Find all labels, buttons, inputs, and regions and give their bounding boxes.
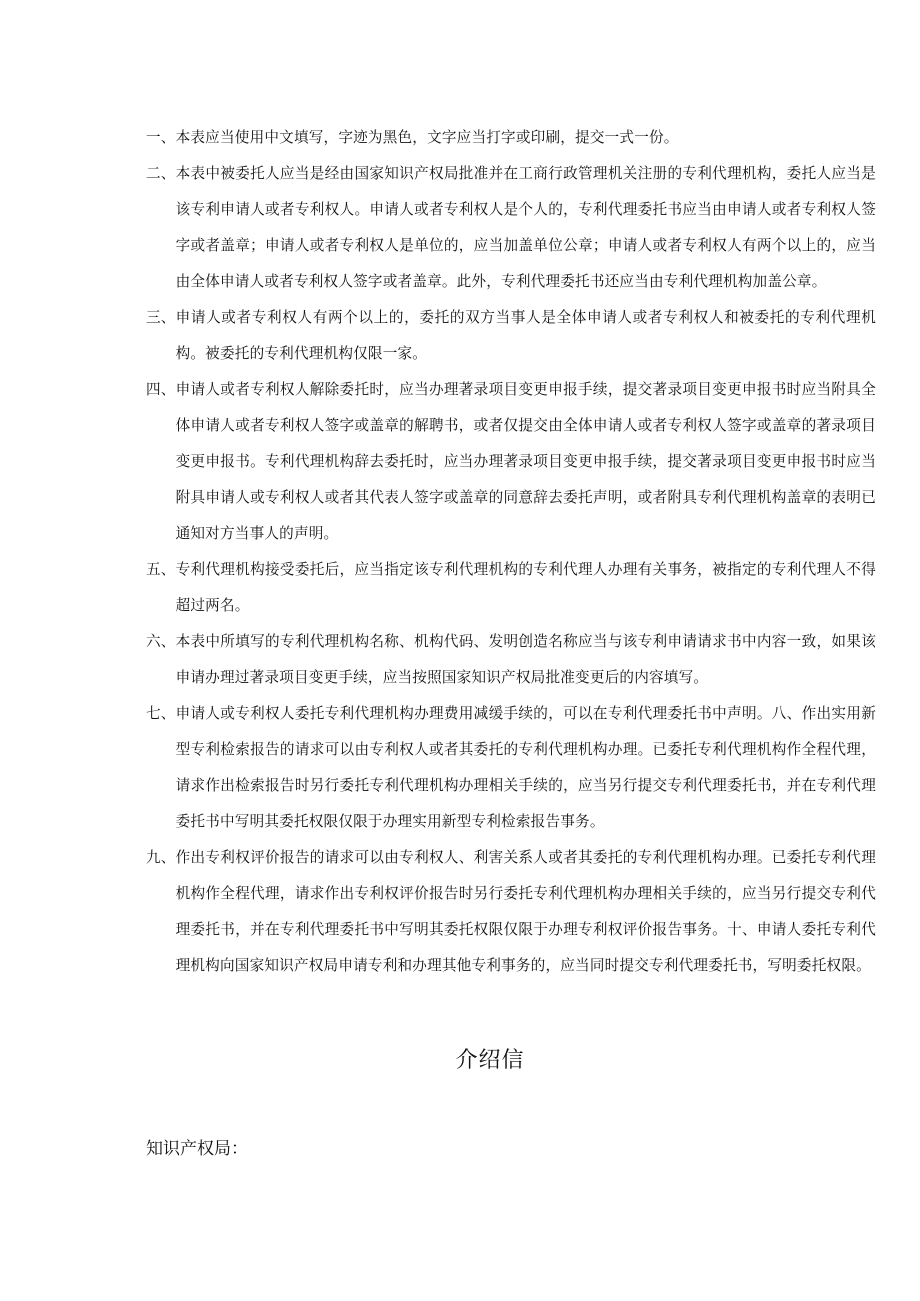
- instruction-item: [146, 372, 876, 552]
- instruction-number: 六、: [146, 633, 176, 650]
- instruction-item: [146, 552, 876, 624]
- letter-salutation: 知识产权局：: [146, 1139, 248, 1159]
- instruction-text: 专利代理机构接受委托后，应当指定该专利代理机构的专利代理人办理有关事务，被指定的专利代理人不得超过两名。: [175, 561, 876, 614]
- instruction-number: 七、: [146, 705, 176, 722]
- instruction-number: 九、: [146, 849, 176, 866]
- instruction-item: [146, 624, 876, 696]
- instruction-text: 作出专利权评价报告的请求可以由专利权人、利害关系人或者其委托的专利代理机构办理。已委托专利代理机构作全程代理，请求作出专利权评价报告时另行委托专利代理机构办理相关手续的，应当另行提交专利代理委托书，并在专利代理委托书中写明其委托权限仅限于办理专利权评价报告事务。十、申请人委托专利代理机构向国家知识产权局申请专利和办理其他专利事务的，应当同时提交专利代理委托书，写明委托权限。: [175, 849, 876, 974]
- instruction-text: 申请人或者专利权人解除委托时，应当办理著录项目变更申报手续，提交著录项目变更申报书时应当附具全体申请人或者专利权人签字或盖章的解聘书，或者仅提交由全体申请人或者专利权人签字或盖章的著录项目变更申报书。专利代理机构辞去委托时，应当办理著录项目变更申报手续，提交著录项目变更申报书时应当附具申请人或专利权人或者其代表人签字或盖章的同意辞去委托声明，或者附具专利代理机构盖章的表明已通知对方当事人的声明。: [175, 381, 876, 542]
- instruction-text: 本表应当使用中文填写，字迹为黑色，文字应当打字或印刷，提交一式一份。: [175, 129, 679, 146]
- instruction-item: [146, 300, 876, 372]
- instruction-text: 本表中被委托人应当是经由国家知识产权局批准并在工商行政管理机关注册的专利代理机构，委托人应当是该专利申请人或者专利权人。申请人或者专利权人是个人的，专利代理委托书应当由申请人或者专利权人签字或者盖章；申请人或者专利权人是单位的，应当加盖单位公章；申请人或者专利权人有两个以上的，应当由全体申请人或者专利权人签字或者盖章。此外，专利代理委托书还应当由专利代理机构加盖公章。: [175, 165, 876, 290]
- instruction-number: 四、: [146, 381, 176, 398]
- instruction-item: [146, 696, 876, 840]
- instruction-text: 本表中所填写的专利代理机构名称、机构代码、发明创造名称应当与该专利申请请求书中内容一致，如果该申请办理过著录项目变更手续，应当按照国家知识产权局批准变更后的内容填写。: [175, 633, 876, 686]
- instruction-number: 三、: [146, 309, 176, 326]
- letter-title: 介绍信: [455, 1048, 525, 1073]
- instruction-number: 一、: [146, 129, 176, 146]
- instruction-item: [146, 840, 876, 984]
- instruction-text: 申请人或者专利权人有两个以上的，委托的双方当事人是全体申请人或者专利权人和被委托的专利代理机构。被委托的专利代理机构仅限一家。: [175, 309, 876, 362]
- instructions-list: [146, 120, 876, 984]
- instruction-text: 申请人或专利权人委托专利代理机构办理费用减缓手续的，可以在专利代理委托书中声明。八、作出实用新型专利检索报告的请求可以由专利权人或者其委托的专利代理机构办理。已委托专利代理机构作全程代理，请求作出检索报告时另行委托专利代理机构办理相关手续的，应当另行提交专利代理委托书，并在专利代理委托书中写明其委托权限仅限于办理实用新型专利检索报告事务。: [175, 705, 876, 830]
- instruction-number: 二、: [146, 165, 176, 182]
- instruction-item: [146, 120, 876, 156]
- instruction-item: [146, 156, 876, 300]
- instruction-number: 五、: [146, 561, 176, 578]
